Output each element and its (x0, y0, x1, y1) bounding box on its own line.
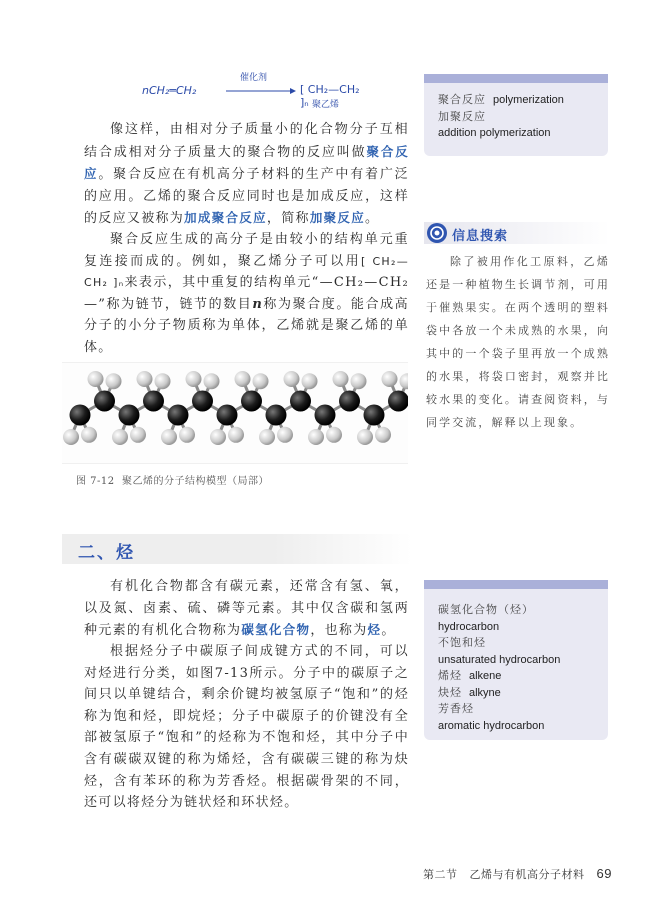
carbon-atom (168, 405, 189, 426)
polyethylene-model-image (62, 362, 408, 464)
hydrogen-atom (326, 427, 342, 443)
term-en: unsaturated hydrocarbon (438, 653, 561, 666)
figure-caption (76, 472, 269, 487)
equation-product-name: 聚乙烯 (312, 100, 340, 110)
term-en: hydrocarbon (438, 620, 500, 633)
carbon-atom (339, 391, 360, 412)
paragraph-hydrocarbon-classification: 根据烃分子中碳原子间成键方式的不同，可以对烃进行分类，如图7-13所示。分子中的碳原子之间只以单键结合，剩余价键均被氢原子“饱和”的烃称为饱和烃，即烷烃；分子中碳原子的价键没有全部被氢原子“饱和”的烃称为不饱和烃，其中分子中含有碳碳双键的称为烯烃，含有碳碳三键的称为炔烃，含有苯环的称为芳香烃。根据碳骨架的不同，还可以将烃分为链状烃和环状烃。 (84, 644, 409, 811)
info-at-icon (426, 222, 448, 244)
term-en: aromatic hydrocarbon (438, 719, 545, 732)
carbon-atom (364, 405, 385, 426)
molecule-model (62, 363, 408, 463)
carbon-atom (192, 391, 213, 412)
hydrogen-atom (88, 371, 104, 387)
hydrogen-atom (137, 371, 153, 387)
term-en: addition polymerization (438, 127, 551, 139)
hydrogen-atom (228, 427, 244, 443)
figure-caption-text: 聚乙烯的分子结构模型（局部） (122, 476, 270, 487)
hydrogen-atom (186, 371, 202, 387)
sidebar-top-bar (424, 580, 608, 589)
carbon-atom (94, 391, 115, 412)
page-number: 69 (596, 866, 612, 881)
para1-text-1: 像这样，由相对分子质量小的化合物分子互相结合成相对分子质量大的聚合物的反应叫做 (84, 122, 409, 160)
footer-chapter: 乙烯与有机高分子材料 (469, 868, 585, 881)
hydrogen-atom (204, 373, 220, 389)
figure-label: 图 7-12 (76, 476, 115, 487)
hydrogen-atom (382, 371, 398, 387)
term-zh: 芳香烃 (438, 702, 474, 715)
para3-text-3: 。 (381, 623, 396, 639)
hydrogen-atom (400, 373, 409, 389)
term-addition-polymerization: 加成聚合反应 (184, 210, 267, 226)
para3-text-2: ，也称为 (310, 623, 368, 639)
hydrogen-atom (357, 429, 373, 445)
carbon-atom (143, 391, 164, 412)
hydrogen-atom (302, 373, 318, 389)
term-zh: 加聚反应 (438, 109, 486, 123)
hydrogen-atom (235, 371, 251, 387)
hydrogen-atom (253, 373, 269, 389)
carbon-atom (315, 405, 336, 426)
polymerization-equation (120, 74, 370, 110)
hydrogen-atom (161, 429, 177, 445)
term-zh: 聚合反应 (438, 93, 486, 106)
paragraph-chain-unit (84, 229, 409, 359)
hydrogen-atom (351, 373, 367, 389)
term-zh: 烯烃 (438, 669, 462, 682)
sidebar-terms-polymerization (424, 74, 608, 156)
carbon-atom (241, 391, 262, 412)
para1-text-4: 。 (365, 211, 380, 227)
section-title: 二、烃 (78, 543, 135, 563)
footer-section: 第二节 (423, 868, 458, 881)
term-en: polymerization (493, 94, 564, 106)
sidebar-top-bar (424, 74, 608, 83)
sidebar-terms-hydrocarbon (424, 580, 608, 740)
para1-text-3: ，简称 (266, 211, 310, 227)
polymerization-degree-symbol: n (252, 296, 264, 312)
term-en: alkyne (469, 686, 501, 699)
info-search-panel (424, 222, 610, 472)
term-hydrocarbon-compound: 碳氢化合物 (241, 622, 311, 638)
term-addition-polymerization-short: 加聚反应 (309, 210, 366, 226)
hydrogen-atom (259, 429, 275, 445)
info-search-title: 信息搜索 (452, 229, 509, 244)
section-heading-bar (62, 534, 412, 564)
info-search-header (424, 222, 610, 244)
carbon-atom (119, 405, 140, 426)
reaction-arrow-icon (226, 87, 296, 95)
para2-text-2: 来表示，其中重复的结构单元“—CH₂—CH₂—”称为链节，链节的数目 (84, 275, 409, 312)
para2-text-1: 聚合反应生成的高分子是由较小的结构单元重复连接而成的。例如，聚乙烯分子可以用 (84, 232, 409, 269)
carbon-atom (266, 405, 287, 426)
hydrogen-atom (63, 429, 79, 445)
hydrogen-atom (81, 427, 97, 443)
term-zh: 不饱和烃 (438, 636, 486, 649)
term-en: alkene (469, 670, 502, 682)
hydrogen-atom (333, 371, 349, 387)
term-zh: 炔烃 (438, 685, 462, 699)
polyethylene-formula: [ CH₂—CH₂ ]ₙ (84, 254, 410, 290)
carbon-atom (290, 391, 311, 412)
hydrogen-atom (284, 371, 300, 387)
term-hydrocarbon: 烃 (367, 622, 382, 638)
equation-reactant: nCH₂═CH₂ (142, 84, 197, 97)
hydrogen-atom (130, 427, 146, 443)
hydrogen-atom (210, 429, 226, 445)
hydrogen-atom (106, 373, 122, 389)
hydrogen-atom (277, 427, 293, 443)
carbon-atom (70, 405, 91, 426)
carbon-atom (388, 391, 408, 412)
hydrogen-atom (375, 427, 391, 443)
paragraph-polymerization (84, 119, 409, 230)
hydrogen-atom (155, 373, 171, 389)
info-search-text: 除了被用作化工原料，乙烯还是一种植物生长调节剂，可用于催熟果实。在两个透明的塑料袋中各放一个未成熟的水果，向其中的一个袋子里再放一个成熟的水果，将袋口密封，观察并比较水果的变化。请查阅资料，与同学交流，解释以上现象。 (426, 255, 610, 429)
para3-text-1: 有机化合物都含有碳元素，还常含有氢、氧，以及氮、卤素、硫、磷等元素。其中仅含碳和氢两种元素的有机化合物称为 (84, 579, 409, 639)
term-polymerization: 聚合反应 (84, 143, 410, 182)
paragraph-hydrocarbon-definition (84, 576, 409, 642)
para1-text-2: 。聚合反应在有机高分子材料的生产中有着广泛的应用。乙烯的聚合反应同时也是加成反应，这样的反应又被称为 (84, 167, 409, 227)
equation-product: [ CH₂—CH₂ ]ₙ (300, 83, 360, 109)
page-footer (402, 866, 612, 882)
equation-catalyst: 催化剂 (240, 73, 268, 83)
para2-text-3: 称为聚合度。能合成高分子的小分子物质称为单体，乙烯就是聚乙烯的单体。 (84, 296, 409, 355)
hydrogen-atom (112, 429, 128, 445)
hydrogen-atom (308, 429, 324, 445)
term-zh: 碳氢化合物（烃） (438, 603, 534, 616)
carbon-atom (217, 405, 238, 426)
hydrogen-atom (179, 427, 195, 443)
